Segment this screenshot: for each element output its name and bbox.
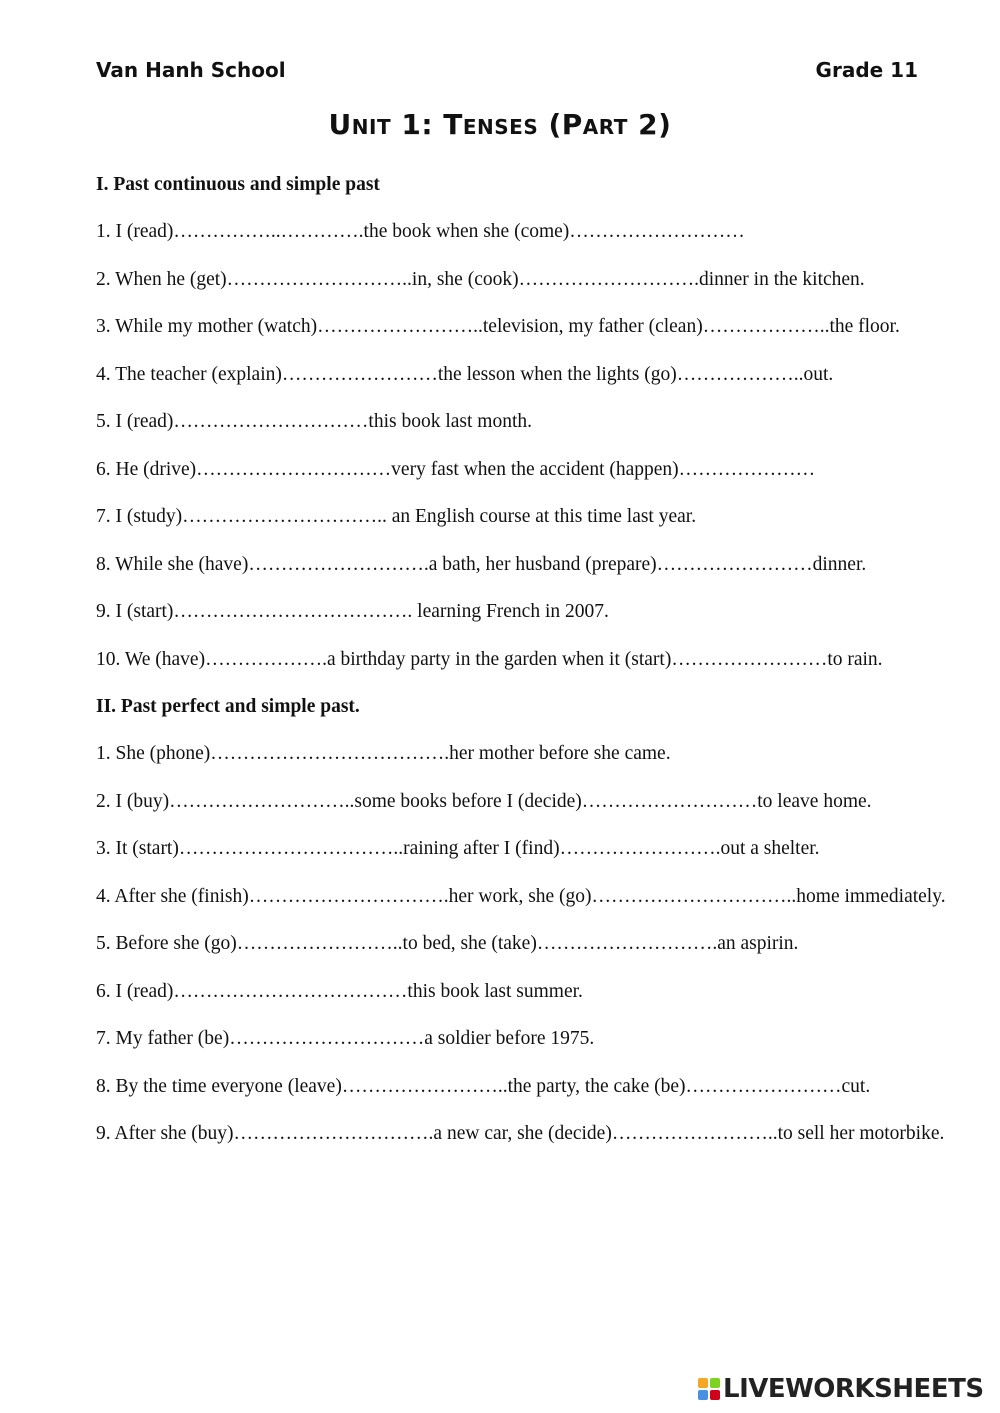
exercise-item: 8. While she (have)……………………….a bath, her husband (prepare)……………………dinner. — [96, 553, 867, 575]
exercise-item: 3. It (start)……………………………..raining after I (find)…………………….out a shelter. — [96, 838, 820, 859]
exercise-item: 5. Before she (go)……………………..to bed, she (take)……………………….an aspirin. — [96, 933, 799, 954]
exercise-item: 2. When he (get)………………………..in, she (cook)……………………….dinner in the kitchen. — [96, 268, 865, 290]
exercise-item: 7. I (study)………………………….. an English course at this time last year. — [96, 506, 697, 527]
exercise-item: 7. My father (be)…………………………a soldier before 1975. — [96, 1028, 595, 1049]
logo-icon — [698, 1378, 720, 1400]
exercise-item: 9. After she (buy)………………………….a new car, she (decide)……………………..to sell her motorbike. — [96, 1123, 945, 1144]
exercise-item: 6. I (read)………………………………this book last summer. — [96, 980, 583, 1002]
exercise-item: 1. I (read)……………..………….the book when she (come)……………………… — [96, 221, 745, 242]
exercise-item: 9. I (start)………………………………. learning French in 2007. — [96, 601, 609, 622]
section-heading-past-perfect: II. Past perfect and simple past. — [96, 696, 360, 717]
logo-square — [698, 1390, 708, 1400]
page-header — [96, 58, 918, 82]
page-title: Unit 1: Tenses (Part 2) — [328, 108, 672, 141]
logo-square — [710, 1378, 720, 1388]
exercise-item: 1. She (phone)……………………………….her mother before she came. — [96, 743, 671, 764]
logo-text: LIVEWORKSHEETS — [723, 1374, 984, 1404]
exercise-item: 5. I (read)…………………………this book last month. — [96, 411, 532, 432]
exercise-item: 4. After she (finish)………………………….her work, she (go)…………………………..home immediately. — [96, 885, 946, 907]
school-name: Van Hanh School — [96, 58, 286, 82]
exercise-item: 2. I (buy)………………………..some books before I (decide)………………………to leave home. — [96, 790, 872, 812]
section-heading-past-continuous: I. Past continuous and simple past — [96, 174, 380, 195]
worksheet-content — [96, 166, 968, 1163]
grade-label: Grade 11 — [815, 58, 918, 82]
logo-square — [710, 1390, 720, 1400]
exercise-item: 6. He (drive)…………………………very fast when the accident (happen)………………… — [96, 458, 816, 480]
exercise-item: 4. The teacher (explain)……………………the lesson when the lights (go)………………..out. — [96, 363, 834, 385]
logo-square — [698, 1378, 708, 1388]
exercise-item: 8. By the time everyone (leave)……………………..the party, the cake (be)……………………cut. — [96, 1075, 871, 1097]
exercise-item: 3. While my mother (watch)……………………..television, my father (clean)………………..the floor. — [96, 316, 900, 337]
liveworksheets-logo — [698, 1374, 984, 1404]
exercise-item: 10. We (have)……………….a birthday party in the garden when it (start)……………………to rain. — [96, 648, 883, 670]
